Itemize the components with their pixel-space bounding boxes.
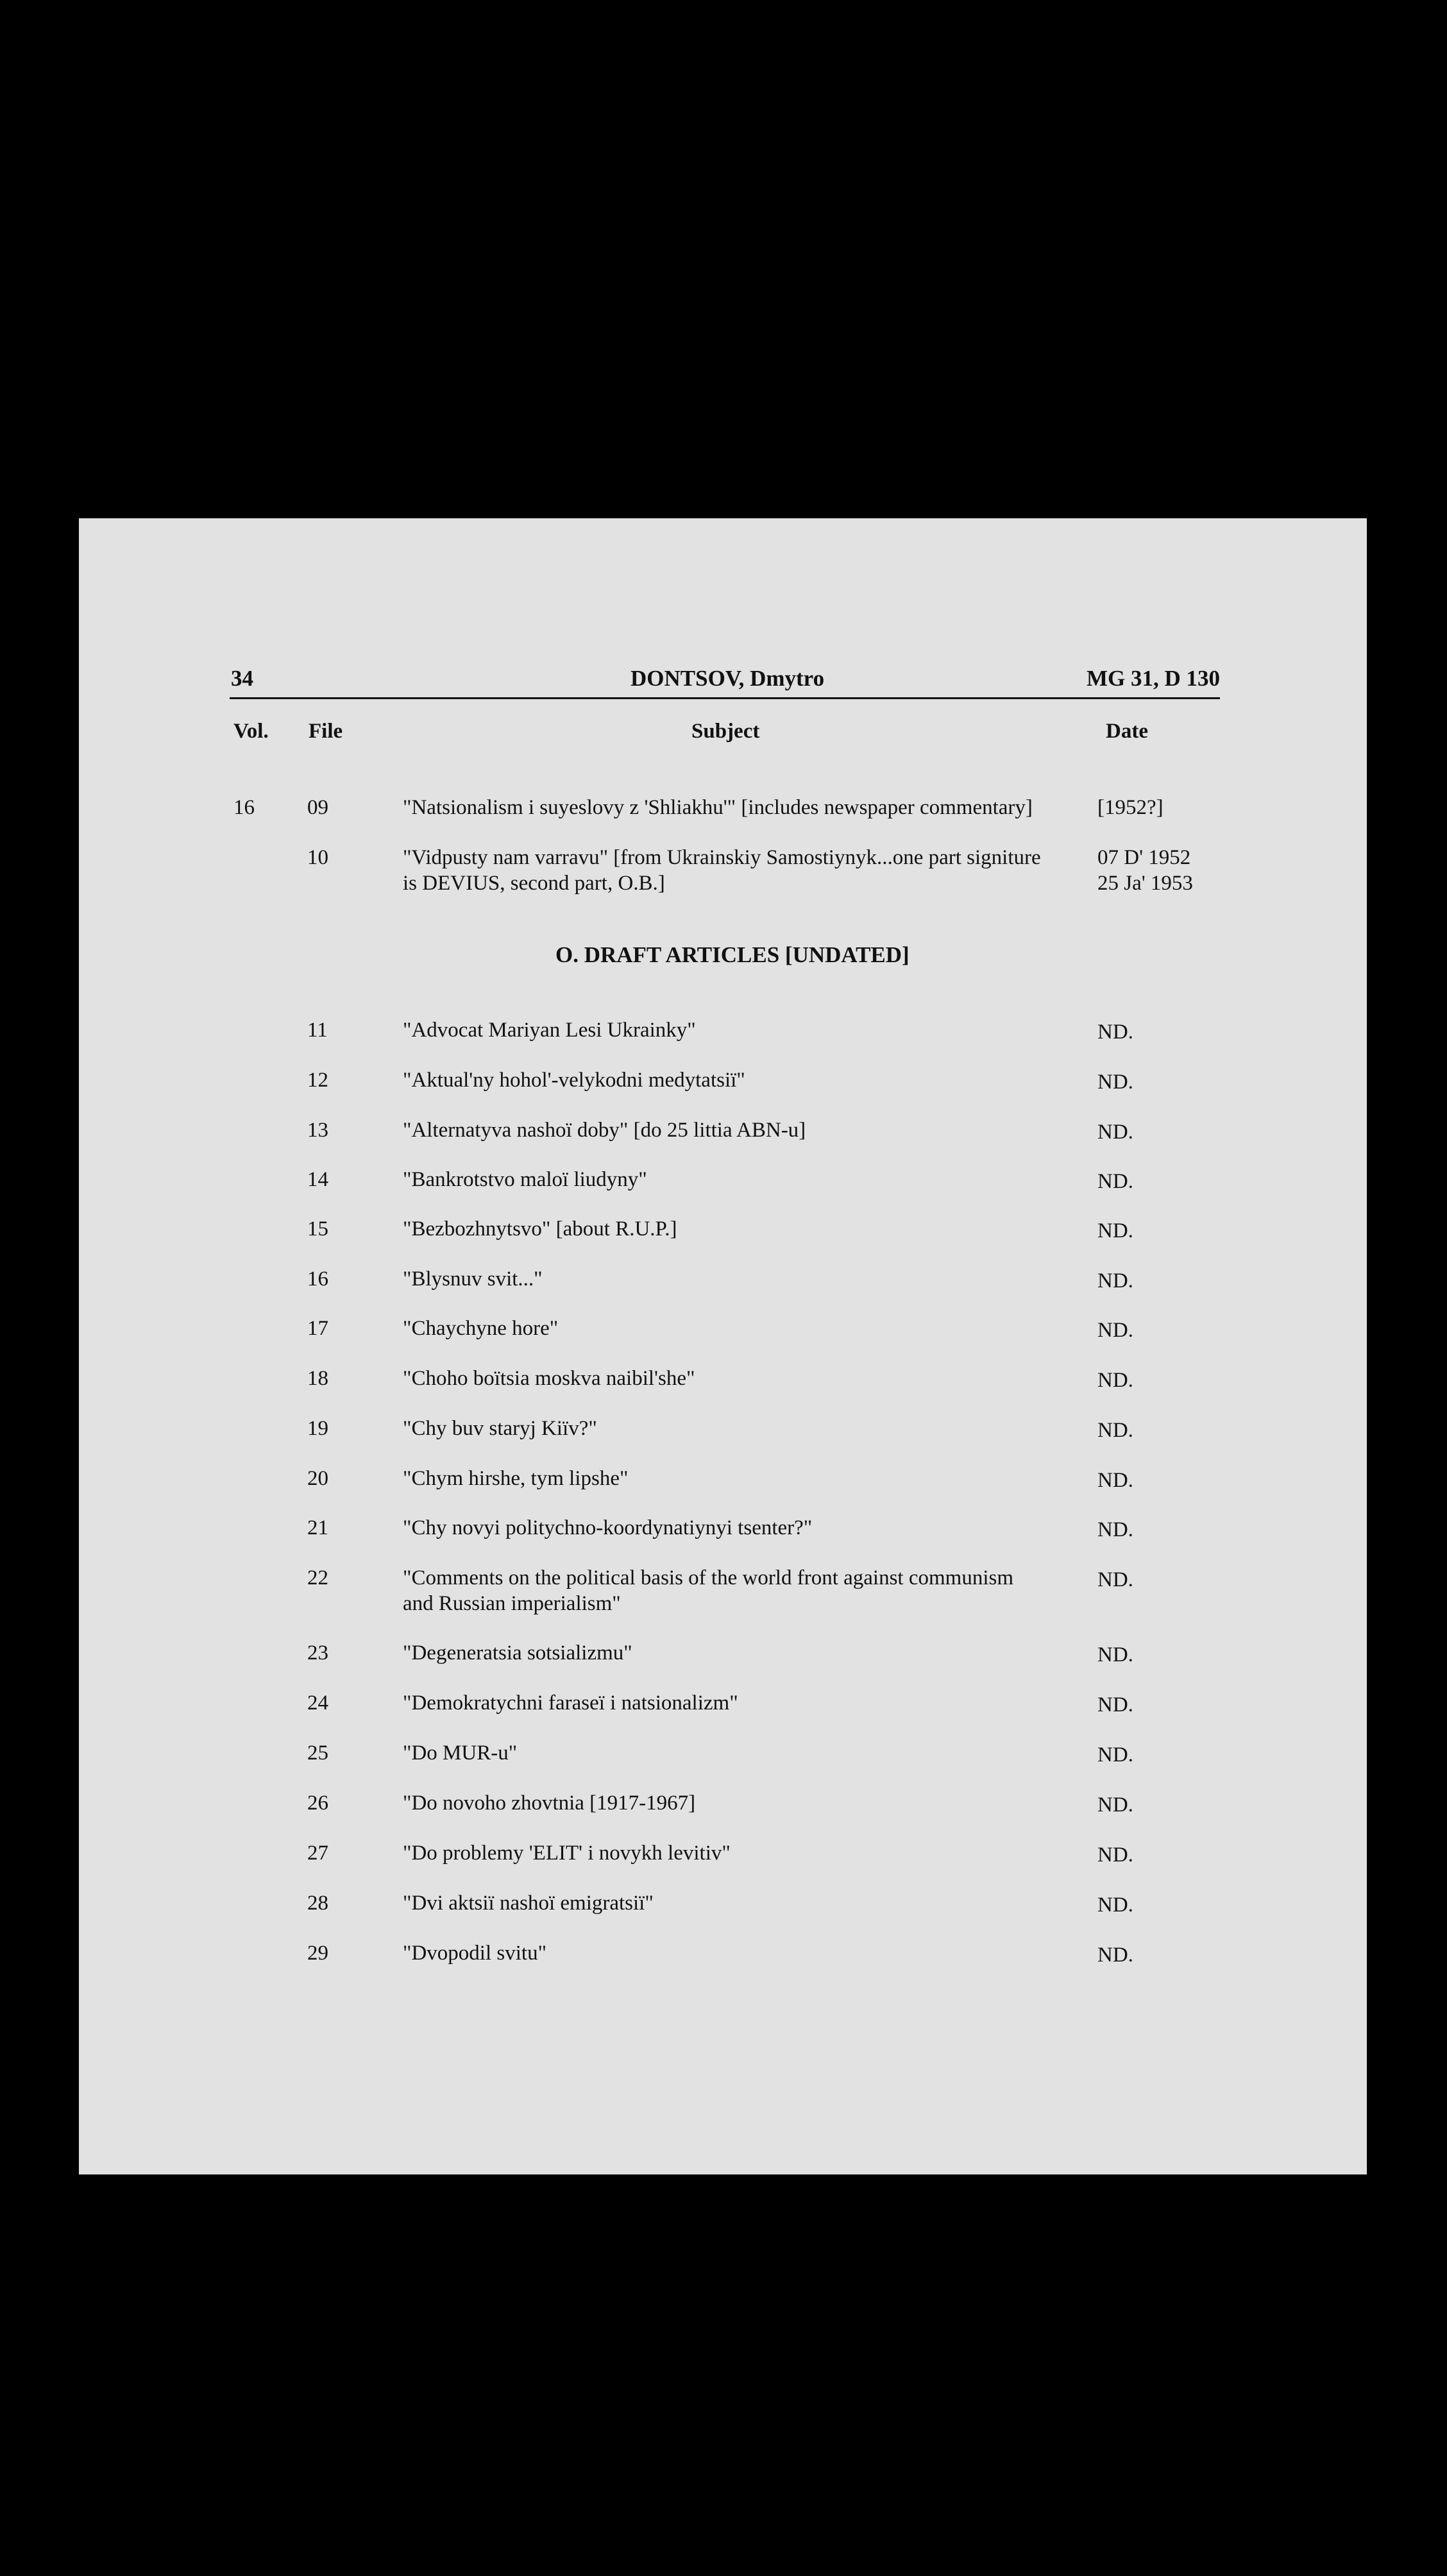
row-22-date: ND. (1097, 1568, 1133, 1591)
row-10-file: 10 (307, 846, 328, 869)
row-21-subject: "Chy novyi politychno-koordynatiynyi tsenter?" (403, 1516, 813, 1539)
row-21-file: 21 (307, 1516, 328, 1539)
row-29-file: 29 (307, 1942, 328, 1965)
row-15-date: ND. (1097, 1219, 1133, 1242)
row-25-date: ND. (1097, 1743, 1133, 1767)
row-13-subject: "Alternatyva nashoï doby" [do 25 littia ABN-u] (403, 1119, 806, 1142)
row-12-date: ND. (1097, 1071, 1133, 1094)
page-number: 34 (231, 666, 253, 691)
row-16-file: 16 (307, 1267, 328, 1291)
row-10-subject-line-1: "Vidpusty nam varravu" [from Ukrainskiy Samostiynyk...one part signiture (403, 846, 1041, 869)
row-09-file: 09 (307, 796, 328, 819)
column-header-vol: Vol. (233, 720, 269, 743)
row-22-subject-line-2: and Russian imperialism" (403, 1592, 621, 1615)
row-18-date: ND. (1097, 1369, 1133, 1392)
row-24-date: ND. (1097, 1693, 1133, 1716)
row-17-file: 17 (307, 1317, 328, 1340)
row-27-date: ND. (1097, 1843, 1133, 1867)
row-16-subject: "Blysnuv svit..." (403, 1267, 543, 1291)
row-24-subject: "Demokratychni faraseï i natsionalizm" (403, 1691, 738, 1715)
row-09-subject: "Natsionalism i suyeslovy z 'Shliakhu'" [includes newspaper commentary] (403, 796, 1033, 819)
row-13-date: ND. (1097, 1121, 1133, 1144)
row-26-date: ND. (1097, 1793, 1133, 1817)
row-17-date: ND. (1097, 1319, 1133, 1342)
row-28-subject: "Dvi aktsiï nashoï emigratsiï" (403, 1892, 654, 1915)
row-18-subject: "Choho boïtsia moskva naibil'she" (403, 1367, 695, 1390)
row-14-subject: "Bankrotstvo maloï liudyny" (403, 1168, 647, 1191)
row-17-subject: "Chaychyne hore" (403, 1317, 559, 1340)
row-29-subject: "Dvopodil svitu" (403, 1942, 547, 1965)
row-12-subject: "Aktual'ny hohol'-velykodni medytatsiï" (403, 1069, 745, 1092)
row-18-file: 18 (307, 1367, 328, 1390)
row-27-file: 27 (307, 1842, 328, 1865)
row-24-file: 24 (307, 1691, 328, 1715)
column-header-file: File (309, 720, 343, 743)
row-29-date: ND. (1097, 1944, 1133, 1967)
row-20-subject: "Chym hirshe, tym lipshe" (403, 1467, 629, 1490)
row-10-date-line-2: 25 Ja' 1953 (1097, 872, 1193, 895)
row-14-date: ND. (1097, 1170, 1133, 1193)
row-26-file: 26 (307, 1792, 328, 1815)
row-11-file: 11 (307, 1019, 328, 1042)
row-15-file: 15 (307, 1217, 328, 1241)
row-09-vol: 16 (233, 796, 255, 819)
column-header-subject: Subject (691, 720, 760, 743)
document-title: DONTSOV, Dmytro (630, 666, 825, 691)
row-11-date: ND. (1097, 1021, 1133, 1044)
row-23-subject: "Degeneratsia sotsializmu" (403, 1641, 632, 1665)
row-26-subject: "Do novoho zhovtnia [1917-1967] (403, 1792, 696, 1815)
row-25-file: 25 (307, 1741, 328, 1765)
section-heading: O. DRAFT ARTICLES [UNDATED] (555, 942, 910, 967)
row-11-subject: "Advocat Mariyan Lesi Ukrainky" (403, 1019, 696, 1042)
row-19-file: 19 (307, 1417, 328, 1440)
row-20-file: 20 (307, 1467, 328, 1490)
row-27-subject: "Do problemy 'ELIT' i novykh levitiv" (403, 1842, 731, 1865)
row-16-date: ND. (1097, 1269, 1133, 1292)
row-28-file: 28 (307, 1892, 328, 1915)
row-20-date: ND. (1097, 1469, 1133, 1492)
reference-number: MG 31, D 130 (1087, 666, 1221, 691)
row-22-file: 22 (307, 1566, 328, 1589)
row-19-date: ND. (1097, 1419, 1133, 1442)
row-25-subject: "Do MUR-u" (403, 1741, 518, 1765)
row-23-date: ND. (1097, 1643, 1133, 1666)
row-28-date: ND. (1097, 1894, 1133, 1917)
row-19-subject: "Chy buv staryj Kiïv?" (403, 1417, 597, 1440)
row-12-file: 12 (307, 1069, 328, 1092)
row-10-date-line-1: 07 D' 1952 (1097, 846, 1191, 869)
row-09-date: [1952?] (1097, 796, 1164, 819)
row-10-subject-line-2: is DEVIUS, second part, O.B.] (403, 872, 665, 895)
row-15-subject: "Bezbozhnytsvo" [about R.U.P.] (403, 1217, 677, 1241)
document-page (79, 518, 1367, 2174)
row-13-file: 13 (307, 1119, 328, 1142)
column-header-date: Date (1106, 720, 1148, 743)
header-rule (230, 697, 1220, 699)
row-22-subject-line-1: "Comments on the political basis of the world front against communism (403, 1566, 1014, 1589)
row-23-file: 23 (307, 1641, 328, 1665)
row-21-date: ND. (1097, 1518, 1133, 1541)
row-14-file: 14 (307, 1168, 328, 1191)
